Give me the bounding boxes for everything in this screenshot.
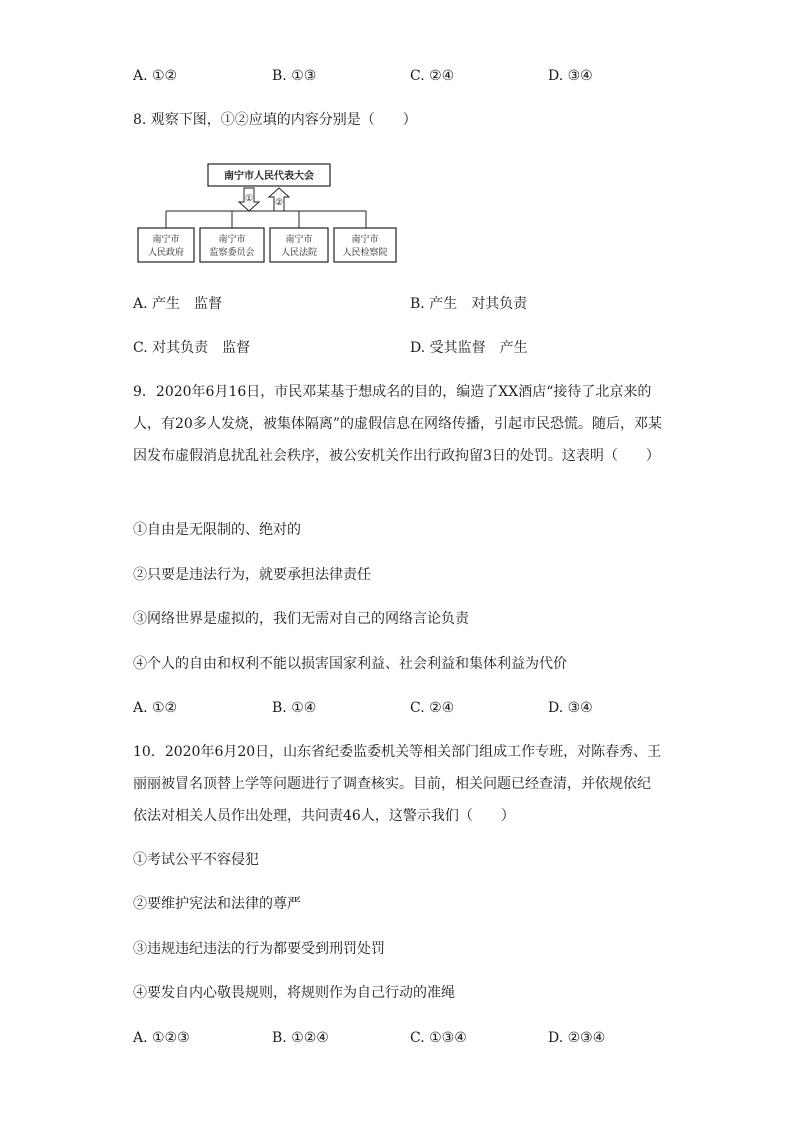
q8-option-c: C. 对其负责 监督 — [133, 340, 251, 356]
q10-option-b: B. ①②④ — [272, 1030, 329, 1046]
supervision-box-line1: 南宁市 — [218, 235, 246, 245]
q9-item-2: ②只要是违法行为，就要承担法律责任 — [133, 567, 371, 583]
arrow2-label: ② — [274, 198, 284, 208]
q7-option-a: A. ①② — [133, 68, 178, 84]
q8-diagram — [136, 158, 398, 266]
q8-option-d: D. 受其监督 产生 — [410, 340, 528, 356]
q10-item-4: ④要发自内心敬畏规则，将规则作为自己行动的准绳 — [133, 985, 455, 1001]
q8-option-b: B. 产生 对其负责 — [410, 296, 528, 312]
q8-option-a: A. 产生 监督 — [133, 296, 223, 312]
q9-item-4: ④个人的自由和权利不能以损害国家利益、社会利益和集体利益为代价 — [133, 656, 567, 672]
q10-option-d: D. ②③④ — [548, 1030, 606, 1046]
q8-stem: 8. 观察下图，①②应填的内容分别是（ ） — [133, 112, 417, 128]
q10-item-1: ①考试公平不容侵犯 — [133, 852, 259, 868]
q10-item-3: ③违规违纪违法的行为都要受到刑罚处罚 — [133, 941, 385, 957]
q7-option-d: D. ③④ — [548, 68, 593, 84]
court-box-line2: 人民法院 — [280, 248, 318, 258]
court-box-line1: 南宁市 — [285, 235, 313, 245]
arrow1-label: ① — [244, 194, 254, 204]
procuratorate-box-line1: 南宁市 — [351, 235, 379, 245]
supervision-box-line2: 监察委员会 — [209, 248, 255, 258]
q10-item-2: ②要维护宪法和法律的尊严 — [133, 896, 301, 912]
gov-box-line2: 人民政府 — [147, 248, 185, 258]
q9-item-1: ①自由是无限制的、绝对的 — [133, 522, 301, 538]
npc-box-label: 南宁市人民代表大会 — [224, 171, 314, 182]
procuratorate-box-line2: 人民检察院 — [342, 248, 388, 258]
q9-option-c: C. ②④ — [410, 700, 455, 716]
gov-box-line1: 南宁市 — [152, 235, 180, 245]
q7-option-b: B. ①③ — [272, 68, 317, 84]
q7-option-c: C. ②④ — [410, 68, 455, 84]
q9-option-a: A. ①② — [133, 700, 178, 716]
q10-option-c: C. ①③④ — [410, 1030, 467, 1046]
q10-stem: 10．2020年6月20日，山东省纪委监委机关等相关部门组成工作专班，对陈春秀、王丽丽被冒名顶替上学等问题进行了调查核实。目前，相关问题已经查清，并依规依纪依法对相关人员作出处理，共问责46人，这警示我们（ ） — [133, 744, 662, 824]
q9-option-d: D. ③④ — [548, 700, 593, 716]
q9-item-3: ③网络世界是虚拟的，我们无需对自己的网络言论负责 — [133, 611, 469, 627]
q9-option-b: B. ①④ — [272, 700, 317, 716]
q9-stem: 9．2020年6月16日，市民邓某基于想成名的目的，编造了XX酒店“接待了北京来的人，有20多人发烧，被集体隔离”的虚假信息在网络传播，引起市民恐慌。随后，邓某因发布虚假消息扰乱社会秩序，被公安机关作出行政拘留3日的处罚。这表明（ ） — [133, 384, 662, 464]
q10-option-a: A. ①②③ — [133, 1030, 190, 1046]
